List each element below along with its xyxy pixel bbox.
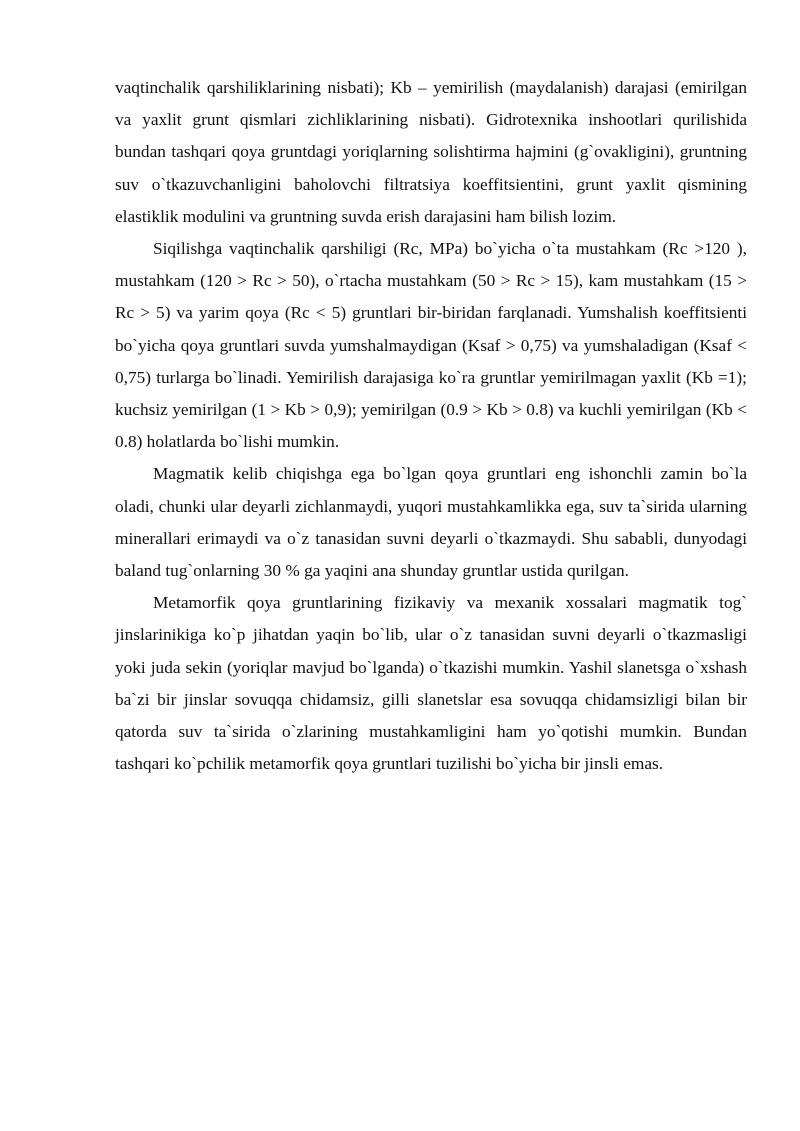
paragraph-magmatic-soils: Magmatik kelib chiqishga ega bo`lgan qoya gruntlari eng ishonchli zamin bo`la oladi, chunki ular deyarli zichlanmaydi, yuqori mustahkamlikka ega, suv ta`sirida ularning minerallari erimaydi va o`z tanasidan suvni deyarli o`tkazmaydi. Shu sababli, dunyodagi baland tug`onlarning 30 % ga yaqini ana shunday gruntlar ustida qurilgan. bbox=[115, 464, 747, 581]
document-page bbox=[115, 72, 747, 780]
paragraph-compressive-strength: Siqilishga vaqtinchalik qarshiligi (Rc, MPa) bo`yicha o`ta mustahkam (Rc >120 ), mustahkam (120 > Rc > 50), o`rtacha mustahkam (50 > Rc > 15), kam mustahkam (15 > Rc > 5) va yarim qoya (Rc < 5) gruntlari bir-biridan farqlanadi. Yumshalish koeffitsienti bo`yicha qoya gruntlari suvda yumshalmaydigan (Ksaf > 0,75) va yumshaladigan (Ksaf < 0,75) turlarga bo`linadi. Yemirilish darajasiga ko`ra gruntlar yemirilmagan yaxlit (Kb =1); kuchsiz yemirilgan (1 > Kb > 0,9); yemirilgan (0.9 > Kb > 0.8) va kuchli yemirilgan (Kb < 0.8) holatlarda bo`lishi mumkin. bbox=[115, 239, 747, 452]
paragraph-continuation: vaqtinchalik qarshiliklarining nisbati); Kb – yemirilish (maydalanish) darajasi (emirilgan va yaxlit grunt qismlari zichliklarining nisbati). Gidrotexnika inshootlari qurilishida bundan tashqari qoya gruntdagi yoriqlarning solishtirma hajmini (g`ovakligini), gruntning suv o`tkazuvchanligini baholovchi filtratsiya koeffitsientini, grunt yaxlit qismining elastiklik modulini va gruntning suvda erish darajasini ham bilish lozim. bbox=[115, 78, 747, 226]
paragraph-metamorphic-soils: Metamorfik qoya gruntlarining fizikaviy va mexanik xossalari magmatik tog` jinslarinikiga ko`p jihatdan yaqin bo`lib, ular o`z tanasidan suvni deyarli o`tkazmasligi yoki juda sekin (yoriqlar mavjud bo`lganda) o`tkazishi mumkin. Yashil slanetsga o`xshash ba`zi bir jinslar sovuqqa chidamsiz, gilli slanetslar esa sovuqqa chidamsizligi bilan bir qatorda suv ta`sirida o`zlarining mustahkamligini ham yo`qotishi mumkin. Bundan tashqari ko`pchilik metamorfik qoya gruntlari tuzilishi bo`yicha bir jinsli emas. bbox=[115, 593, 747, 774]
